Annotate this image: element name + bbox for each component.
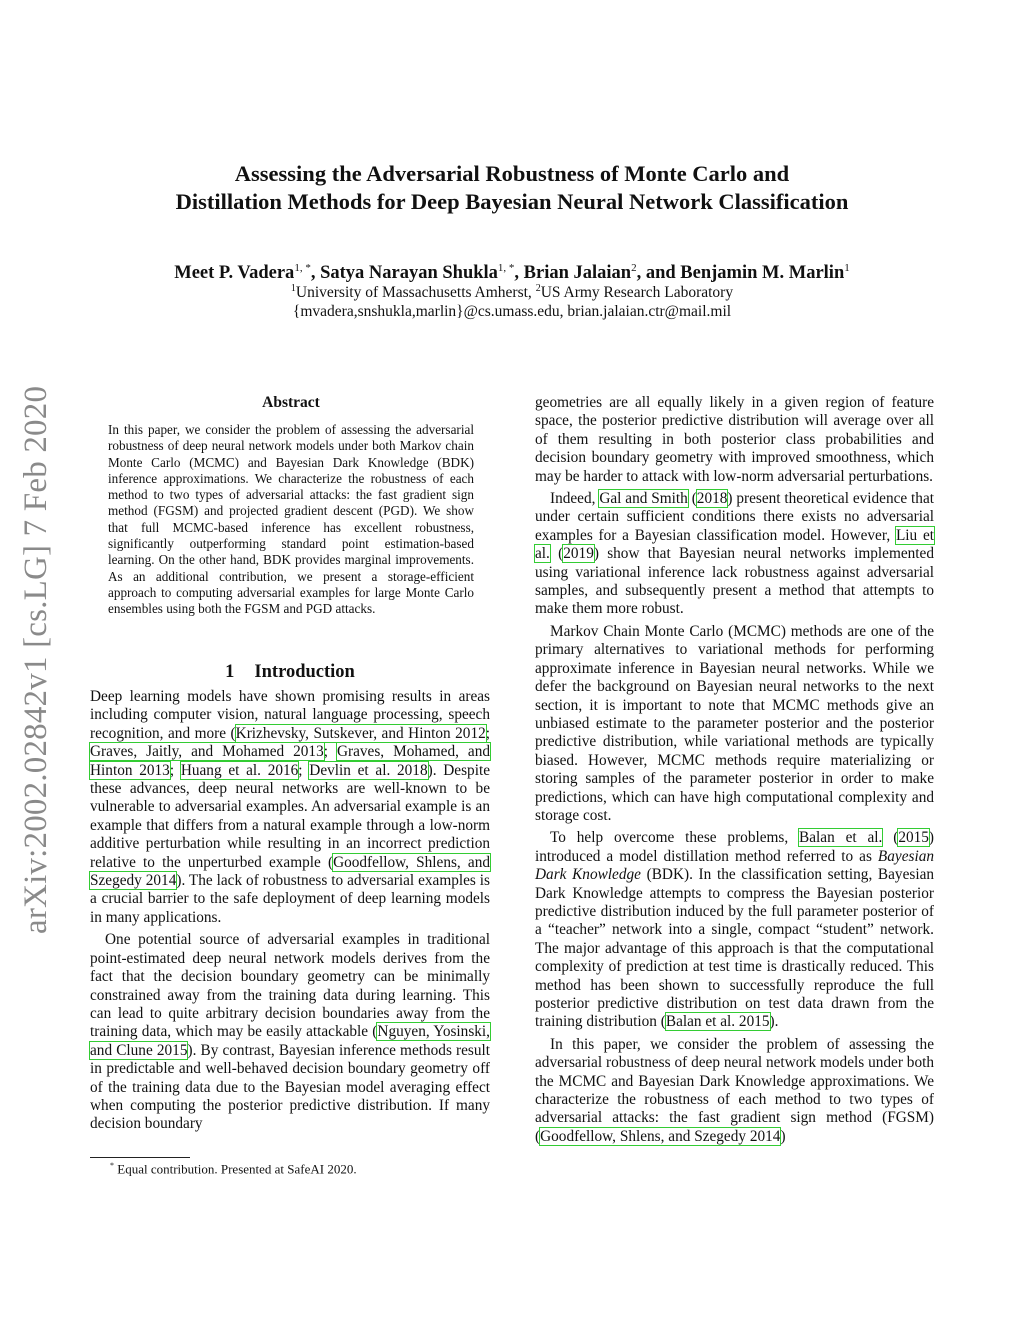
citation-link[interactable]: 2018 [696,490,728,508]
author-sup: 1 [844,262,850,274]
text-run: ( [687,490,697,508]
citation-link[interactable]: Nguyen, Yosinski, and Clune 2015 [90,1023,491,1059]
affiliations [0,279,1024,321]
citation-link[interactable]: 2015 [898,829,929,847]
text-run: ). Despite these advances, deep neural networks are well-known to be vulnerable to adversarial examples. An adversarial example is an example that differs from a natural example through a low-norm additive perturbation while resulting in an incorrect prediction relative to the unperturbed example ( [90,761,490,871]
citation-link[interactable]: Devlin et al. 2018 [309,761,428,779]
author-name: and Benjamin M. Marlin [645,263,845,284]
citation-link[interactable]: Graves, Jaitly, and Mohamed 2013 [90,743,324,761]
text-run: ( [549,545,564,563]
text-run: ) [780,1127,786,1145]
section-number: 1 [225,662,235,682]
paragraph [90,931,490,1133]
paragraph [90,688,490,927]
citation-link[interactable]: Balan et al. [799,829,883,847]
text-run: Deep learning models have shown promising results in areas including computer vision, natural language processing, speech recognition, and more ( [90,688,490,742]
affil-text: University of Massachusetts Amherst, [295,284,536,302]
text-run: ) present theoretical evidence that under certain sufficient conditions there exists no adversarial examples for a Bayesian classification model. However, [535,490,934,544]
citation-link[interactable]: Huang et al. 2016 [180,761,299,779]
affil-text: US Army Research Laboratory [540,284,734,302]
text-run: ; [298,761,310,779]
text-run: ) show that Bayesian neural networks implemented using variational inference lack robustness against adversarial samples, and subsequently present a method that attempts to make them more robust. [535,545,934,618]
citation-link[interactable]: Goodfellow, Shlens, and Szegedy 2014 [540,1127,781,1145]
paragraph [535,1036,934,1146]
text-run: (BDK). In the classification setting, Bayesian Dark Knowledge attempts to compress the Bayesian posterior predictive distribution induced by the full parameter posterior of a “teacher” network into a single, compact “student” network. The major advantage of this approach is that the computational complexity of prediction at test time is drastically reduced. This method has been shown to successfully reproduce the full posterior predictive distribution on test data drawn from the training distribution ( [535,866,935,1031]
abstract-text: In this paper, we consider the problem of assessing the adversarial robustness of deep neural network models under both Markov chain Monte Carlo (MCMC) and Bayesian Dark Knowledge (BDK) inference approximations. We characterize the robustness of each method to two types of adversarial attacks: the fast gradient sign method (FGSM) and projected gradient descent (PGD). We show that full MCMC-based inference has excellent robustness, significantly outperforming standard point estimation-based learning. On the other hand, BDK provides marginal improvements. As an additional contribution, we present a storage-efficient approach to computing adversarial examples for large Monte Carlo ensembles using both the FGSM and PGD attacks. [108,422,474,617]
paper-title [0,160,1024,216]
paragraph [535,829,934,1031]
citation-link[interactable]: 2019 [563,545,594,563]
right-column [535,394,934,1150]
text-run: In this paper, we consider the problem of assessing the adversarial robustness of deep neural network models under both the MCMC and Bayesian Dark Knowledge approximations. We characterize the robustness of each method to two types of adversarial attacks: the fast gradient sign method (FGSM) ( [535,1035,934,1145]
paragraph [535,490,934,619]
citation-link[interactable]: Balan et al. 2015 [665,1013,770,1031]
footnote-text: Equal contribution. Presented at SafeAI 2020. [114,1161,357,1177]
citation-link[interactable]: Krizhevsky, Sutskever, and Hinton 2012 [235,724,486,742]
footnote-mark: * [110,1161,114,1170]
left-column [90,688,490,1138]
section-title: Introduction [254,662,355,682]
paragraph: geometries are all equally likely in a given region of feature space, the posterior predictive distribution will average over all of them resulting in both posterior class probabilities and decision boundary geometry with improved smoothness, which may be harder to attack with low-norm adversarial perturbations. [535,394,934,485]
text-run: Indeed, [550,490,600,508]
text-run: To help overcome these problems, [550,829,800,847]
emphasis-text: Bayesian Dark Knowledge [535,847,934,884]
citation-link[interactable]: Goodfellow, Shlens, and Szegedy 2014 [90,853,490,890]
text-run: ; [169,761,181,779]
affiliation-line [0,279,1024,302]
title-line-2: Distillation Methods for Deep Bayesian Neural Network Classification [175,189,849,214]
citation-link[interactable]: Gal and Smith [599,490,688,508]
section-heading [90,662,490,683]
text-run: ). By contrast, Bayesian inference methods result in predictable and well-behaved decision boundary geometry off of the training data due to the Bayesian model averaging effect when computing the posterior predictive distribution. If many decision boundary [90,1041,490,1133]
text-run: ). The lack of robustness to adversarial examples is a crucial barrier to the safe deployment of deep learning models in many applications. [90,872,490,926]
text-run: ; [323,743,337,761]
text-run: ). [769,1013,779,1031]
text-run: ; [485,724,490,742]
author-sup: 2 [631,262,637,274]
author-name: Satya Narayan Shukla [320,263,498,284]
affil-sup: 1 [290,283,296,294]
author-sup: 1, * [497,262,515,274]
author-sup: 1, * [294,262,311,274]
author-name: Meet P. Vadera [174,263,295,284]
footnote-rule [90,1157,190,1158]
citation-link[interactable]: Graves, Mohamed, and Hinton 2013 [90,743,491,779]
text-run: ) introduced a model distillation method referred to as [535,829,935,865]
abstract-heading: Abstract [262,394,320,411]
paragraph: Markov Chain Monte Carlo (MCMC) methods are one of the primary alternatives to variational methods for performing approximate inference in Bayesian neural networks. While we defer the background on Bayesian neural networks to the next section, it is important to note that MCMC methods give an unbiased estimate to the parameter posterior and the posterior predictive distribution, while variational methods are typically biased. However, MCMC methods require materializing or storing samples of the parameter posterior in order to make predictions, which can have high computational complexity and storage cost. [535,622,934,824]
citation-link[interactable]: Liu et al. [535,526,934,563]
text-run: ( [882,829,899,847]
email-line: {mvadera,snshukla,marlin}@cs.umass.edu, brian.jalaian.ctr@mail.mil [292,303,732,321]
arxiv-stamp[interactable]: arXiv:2002.02842v1 [cs.LG] 7 Feb 2020 [18,385,54,935]
title-line-1: Assessing the Adversarial Robustness of Monte Carlo and [234,161,790,186]
footnote [110,1161,490,1177]
author-name: Brian Jalaian [523,263,632,284]
affil-sup: 2 [535,283,541,294]
author-list: Meet P. Vadera$^{1, *}$, Satya Narayan Shukla$^{1, *}$, Brian Jalaian$^2$, and Benjamin M. Marlin$^1$ [174,262,850,284]
text-run: One potential source of adversarial examples in traditional point-estimated deep neural network models derives from the fact that the decision boundary geometry can be minimally constrained away from the training data during learning. This can lead to quite arbitrary decision boundaries away from the training data, which may be easily attackable ( [90,931,490,1041]
